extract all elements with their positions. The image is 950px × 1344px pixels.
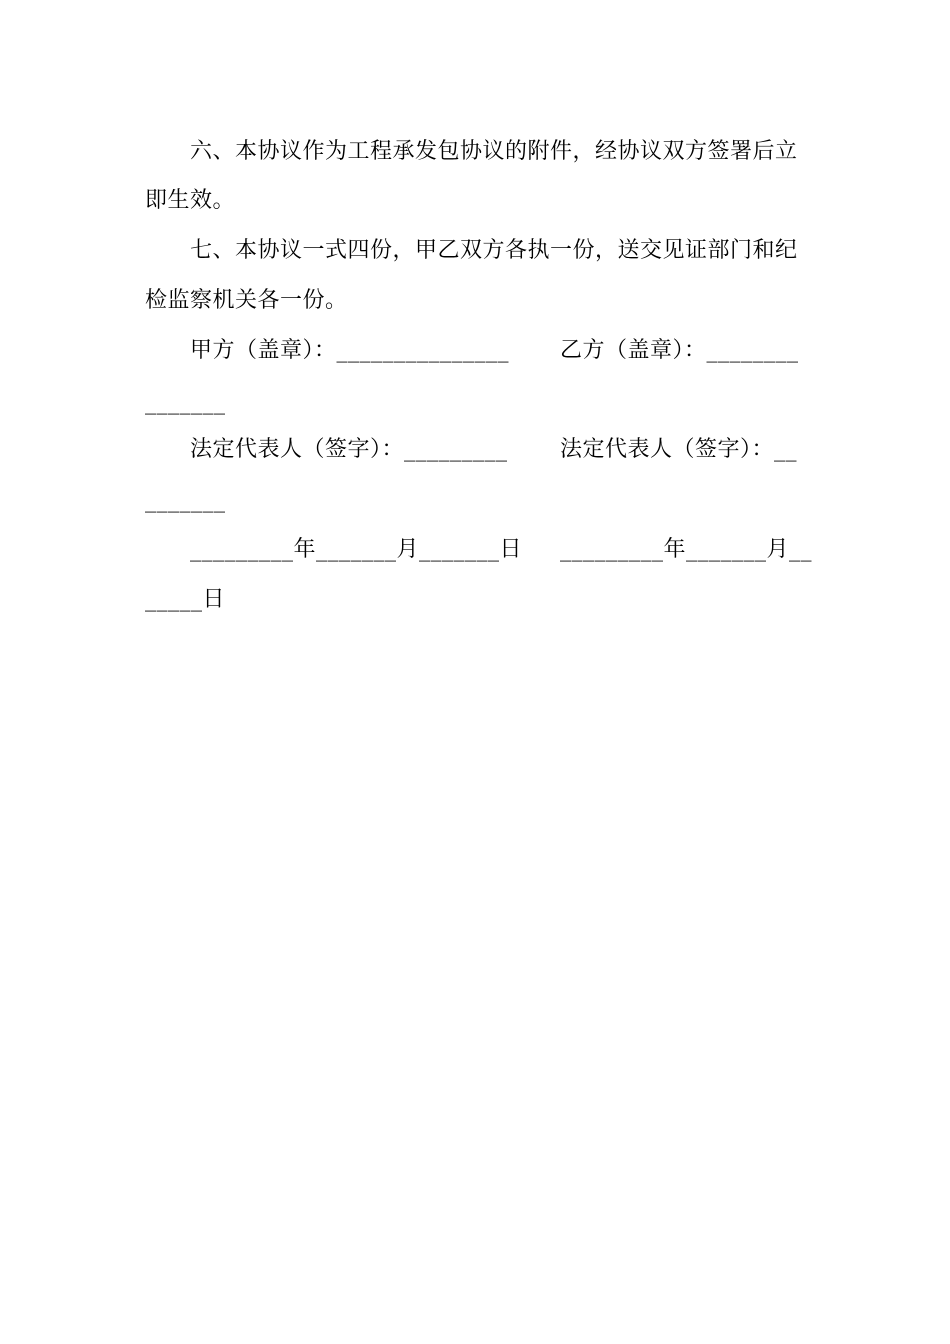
date-row [190, 535, 815, 565]
party-seal-row-overflow: _______ [145, 390, 226, 415]
party-a-date: _________年_______月_______日 [190, 537, 523, 562]
date-row-overflow: _____日 [145, 587, 226, 612]
party-a-legal-rep-label: 法定代表人（签字）：_________ [190, 437, 508, 462]
clause-6-line-2: 即生效。 [145, 188, 236, 213]
clause-7-line-1: 七、本协议一式四份，甲乙双方各执一份，送交见证部门和纪 [190, 238, 798, 263]
clause-6-line-1: 六、本协议作为工程承发包协议的附件，经协议双方签署后立 [190, 139, 798, 164]
party-b-seal-label: 乙方（盖章）：________ [560, 338, 799, 363]
legal-rep-row-overflow: _______ [145, 488, 226, 513]
party-b-legal-rep-label: 法定代表人（签字）：__ [560, 437, 798, 462]
party-a-seal-label: 甲方（盖章）：_______________ [190, 338, 510, 363]
party-b-date: _________年_______月__ [560, 537, 813, 562]
clause-7-line-2: 检监察机关各一份。 [145, 288, 348, 313]
legal-rep-signature-row [190, 435, 815, 465]
party-seal-row [190, 336, 815, 366]
